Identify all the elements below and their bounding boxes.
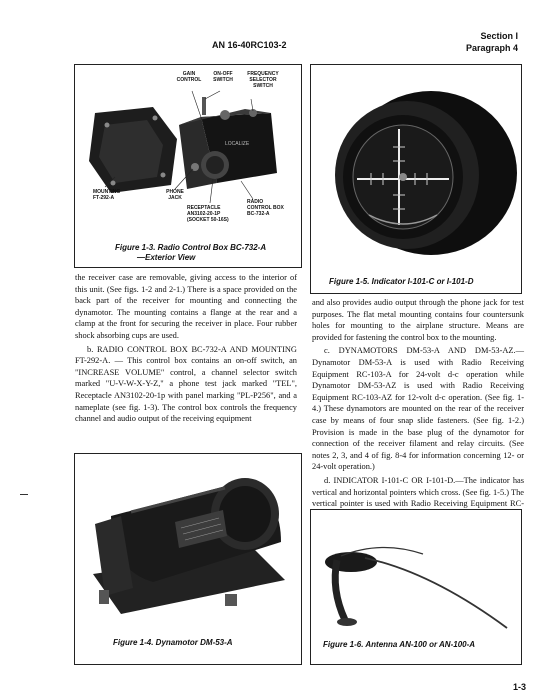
left-paragraph-1: the receiver case are removable, giving access to the interior of this unit. (See figs. 1-2 and 2-1.) There is a space provided on the back part of the receiver for mounting and connecting the dynamotor. The mounting contains a flange at the rear and a clamp at the front for securing the receiver in place. Four rubber shock absorbing cups are used. [75, 273, 297, 340]
figure-1-6 [310, 509, 522, 665]
figure-1-4 [74, 453, 302, 665]
paragraph-label: Paragraph 4 [465, 43, 518, 53]
right-column [312, 297, 524, 521]
label-frequency-selector: FREQUENCY SELECTOR SWITCH [247, 71, 279, 89]
right-paragraph-3: d. INDICATOR I-101-C OR I-101-D.—The indicator has vertical and horizontal pointers which cross. (See fig. 1-5.) The vertical pointer is used with Radio Receiving Equipment RC- [312, 475, 524, 509]
figure-1-5-caption: Figure 1-5. Indicator I-101-C or I-101-D [329, 277, 474, 286]
label-receptacle: RECEPTACLE AN3102-20-1P (SOCKET 50-16S) [187, 205, 229, 223]
section-label: Section I [480, 31, 518, 41]
indicator-photo [311, 65, 521, 265]
figure-1-3-caption-line2: —Exterior View [137, 253, 196, 262]
figure-1-6-caption: Figure 1-6. Antenna AN-100 or AN-100-A [323, 640, 476, 649]
margin-mark [20, 494, 28, 495]
label-onoff-switch: ON-OFF SWITCH [213, 71, 233, 83]
right-paragraph-1: and also provides audio output through the phone jack for test purposes. The flat metal mounting contains four countersunk holes for mounting to the airplane structure. Means are provided for fastening the control box to the mounting. [312, 298, 524, 342]
label-gain-control: GAIN CONTROL [176, 71, 202, 83]
svg-text:LOCALIZE: LOCALIZE [225, 141, 250, 147]
left-paragraph-2: b. RADIO CONTROL BOX BC-732-A AND MOUNTING FT-292-A. — This control box contains an on-off switch, an "INCREASE VOLUME" control, a channel selector switch marked "U-V-W-X-Y-Z," a phone test jack marked "TEL", Receptacle AN3102-20-1p with panel marking "PL-P256", and a nameplate (see fig. 1-3). The control box controls the frequency channel and audio output of the receiving equipment [75, 344, 297, 424]
figure-1-5 [310, 64, 522, 294]
label-control-box: RADIO CONTROL BOX BC-732-A [247, 199, 284, 217]
figure-1-3 [74, 64, 302, 268]
page-number: 1-3 [512, 682, 526, 692]
figure-1-3-caption-line1: Figure 1-3. Radio Control Box BC-732-A [115, 243, 267, 252]
right-paragraph-2: c. DYNAMOTORS DM-53-A AND DM-53-AZ.— Dynamotor DM-53-A is used with Radio Receiving Equipment RC-103-A for 24-volt d-c operation while Dynamotor DM-53-AZ is used with Radio Receiving Equipment RC-103-AZ for 12-volt d-c operation. (See fig. 1-4.) These dynamotors are mounted on the rear of the receiver case by means of four snap slide fasteners. (See fig. 1-2.) Provision is made in the base plug of the dynamotor for connection of the receiver filament and relay circuits. (See notes 2, 3, and 4 of fig. 8-4 for information concerning 12- or 24-volt operation.) [312, 346, 524, 472]
doc-number: AN 16-40RC103-2 [212, 40, 287, 50]
antenna-photo [311, 510, 521, 634]
dynamotor-photo [75, 454, 301, 634]
left-column [75, 272, 297, 425]
label-mounting: MOUNTING FT-292-A [93, 189, 121, 201]
figure-1-4-caption: Figure 1-4. Dynamotor DM-53-A [113, 638, 233, 647]
label-phone-jack: PHONE JACK [166, 189, 184, 201]
